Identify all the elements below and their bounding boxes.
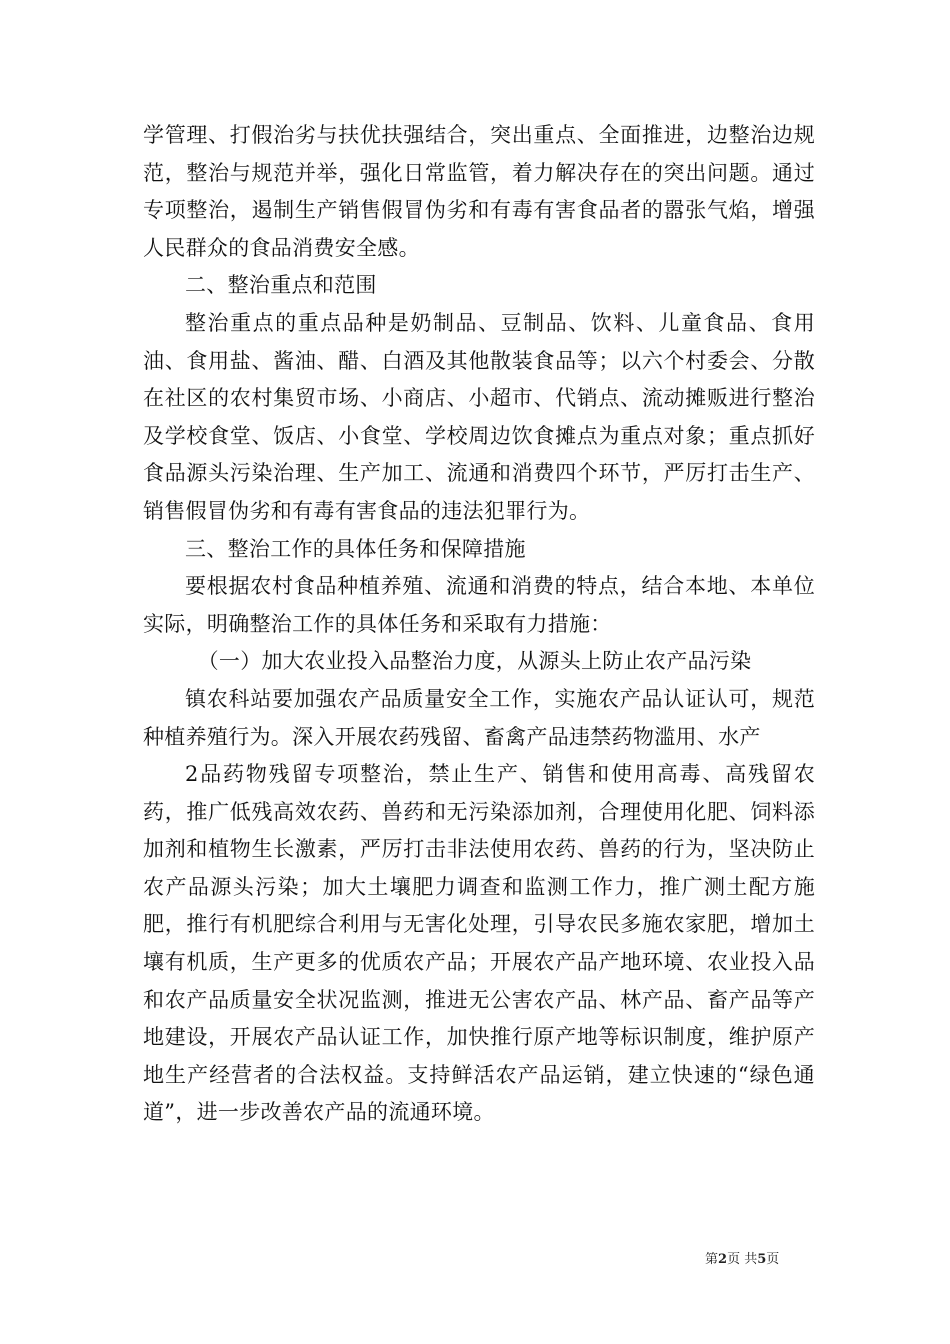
paragraph-continuation: 学管理、打假治劣与扶优扶强结合，突出重点、全面推进，边整治边规范，整治与规范并举，强化日常监管，着力解决存在的突出问题。通过专项整治，遏制生产销售假冒伪劣和有毒有害食品者的嚣张气焰，增强人民群众的食品消费安全感。: [143, 123, 815, 260]
section-heading-2: 二、整治重点和范围: [185, 273, 377, 298]
paragraph-agri-station: 镇农科站要加强农产品质量安全工作，实施农产品认证认可，规范种植养殖行为。深入开展农药残留、畜禽产品违禁药物滥用、水产: [143, 686, 815, 749]
footer-middle: 页 共: [727, 1252, 758, 1267]
document-body: [143, 117, 815, 1132]
paragraph-drug-residue: 2品药物残留专项整治，禁止生产、销售和使用高毒、高残留农药，推广低残高效农药、兽药和无污染添加剂，合理使用化肥、饲料添加剂和植物生长激素，严厉打击非法使用农药、兽药的行为，坚决防止农产品源头污染；加大土壤肥力调查和监测工作力，推广测土配方施肥，推行有机肥综合利用与无害化处理，引导农民多施农家肥，增加土壤有机质，生产更多的优质农产品；开展农产品产地环境、农业投入品和农产品质量安全状况监测，推进无公害农产品、林产品、畜产品等产地建设，开展农产品认证工作，加快推行原产地等标识制度，维护原产地生产经营者的合法权益。支持鲜活农产品运销，建立快速的“绿色通道”，进一步改善农产品的流通环境。: [143, 762, 815, 1125]
section-heading-3: 三、整治工作的具体任务和保障措施: [185, 536, 526, 561]
paragraph-scope: 整治重点的重点品种是奶制品、豆制品、饮料、儿童食品、食用油、食用盐、酱油、醋、白酒及其他散装食品等；以六个村委会、分散在社区的农村集贸市场、小商店、小超市、代销点、流动摊贩进行整治及学校食堂、饭店、小食堂、学校周边饮食摊点为重点对象；重点抓好食品源头污染治理、生产加工、流通和消费四个环节，严厉打击生产、销售假冒伪劣和有毒有害食品的违法犯罪行为。: [143, 310, 815, 523]
page-number-footer: [705, 1248, 779, 1267]
footer-total-pages: 5: [757, 1252, 767, 1267]
paragraph-tasks-intro: 要根据农村食品种植养殖、流通和消费的特点，结合本地、本单位实际，明确整治工作的具体任务和采取有力措施：: [143, 574, 815, 636]
subsection-heading-3-1: （一）加大农业投入品整治力度，从源头上防止农产品污染: [197, 649, 752, 674]
footer-prefix: 第: [705, 1252, 719, 1267]
footer-suffix: 页: [766, 1252, 780, 1267]
footer-current-page: 2: [718, 1252, 728, 1267]
